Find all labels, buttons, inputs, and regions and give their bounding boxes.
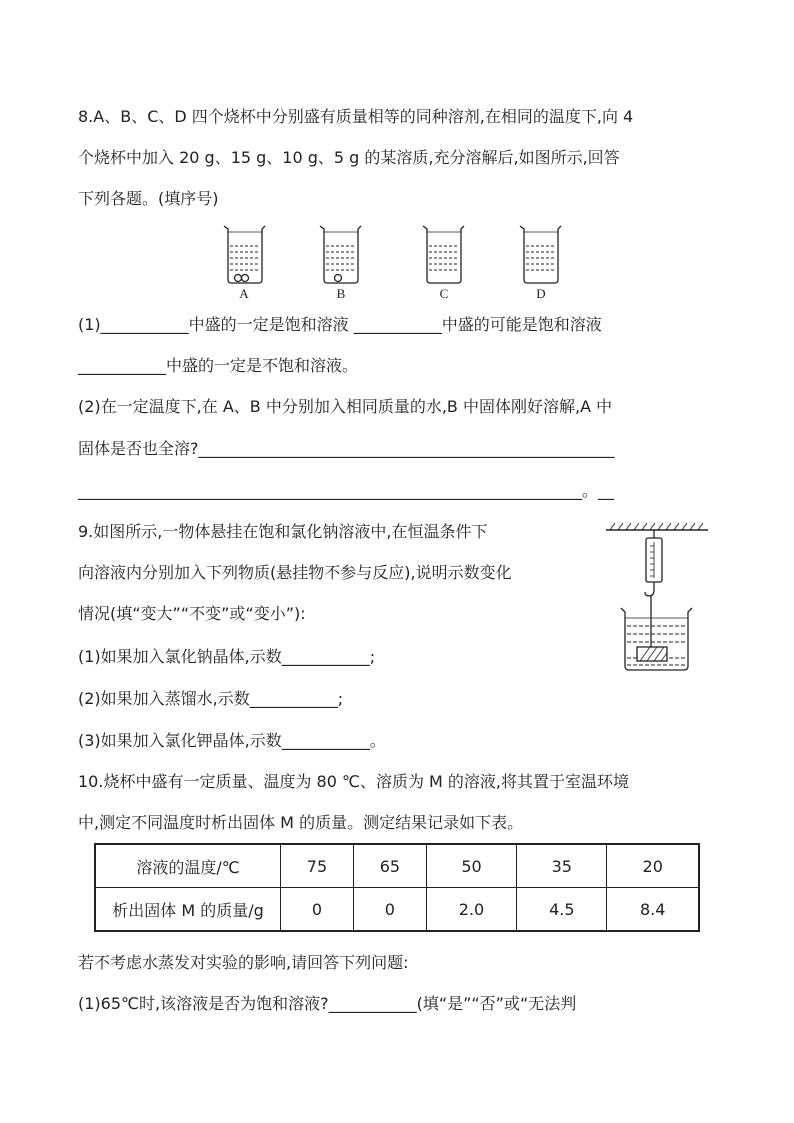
q10-part-1: (1)65℃时,该溶液是否为饱和溶液?___________(填“是”“否”或“无法判 xyxy=(78,994,577,1013)
q8-part2-line-3: _______________________________________________________________。__ xyxy=(78,481,614,500)
beaker-b xyxy=(320,226,361,283)
table-row-header: 析出固体 M 的质量/g xyxy=(95,888,281,932)
q8-part2-line-1: (2)在一定温度下,在 A、B 中分别加入相同质量的水,B 中固体刚好溶解,A 中 xyxy=(78,397,613,416)
q9-part-1: (1)如果加入氯化钠晶体,示数___________; xyxy=(78,647,376,666)
beaker-label-b: B xyxy=(336,286,346,301)
q9-line-1: 9.如图所示,一物体悬挂在饱和氯化钠溶液中,在恒温条件下 xyxy=(78,522,488,541)
q10-line-3: 若不考虑水蒸发对实验的影响,请回答下列问题: xyxy=(78,953,409,972)
table-cell: 2.0 xyxy=(426,888,516,932)
table-row xyxy=(95,844,699,888)
beaker-a xyxy=(224,226,265,283)
table-cell: 20 xyxy=(607,844,699,888)
table-cell: 0 xyxy=(353,888,426,932)
table-cell: 50 xyxy=(426,844,516,888)
q8-line-2: 个烧杯中加入 20 g、15 g、10 g、5 g 的某溶质,充分溶解后,如图所示,回答 xyxy=(78,148,620,167)
table-cell: 65 xyxy=(353,844,426,888)
table-cell: 0 xyxy=(281,888,354,932)
q8-part1-line-2: ___________中盛的一定是不饱和溶液。 xyxy=(78,356,359,375)
table-row xyxy=(95,888,699,932)
q9-line-3: 情况(填“变大”“不变”或“变小”): xyxy=(78,604,306,623)
solid-particle xyxy=(235,275,242,282)
ceiling-hatch xyxy=(610,523,703,530)
q8-line-1: 8.A、B、C、D 四个烧杯中分别盛有质量相等的同种溶剂,在相同的温度下,向 4 xyxy=(78,107,634,126)
beaker-label-c: C xyxy=(439,286,449,301)
table-cell: 75 xyxy=(281,844,354,888)
beaker-c xyxy=(423,226,464,283)
table-cell: 35 xyxy=(517,844,607,888)
hook xyxy=(645,582,654,596)
q8-part1-line-1: (1)___________中盛的一定是饱和溶液 ___________中盛的可能是饱和溶液 xyxy=(78,315,602,334)
table-cell: 8.4 xyxy=(607,888,699,932)
beaker-label-a: A xyxy=(239,286,249,301)
q8-line-3: 下列各题。(填序号) xyxy=(78,189,219,208)
spring-scale-figure xyxy=(604,520,716,676)
q9-part-3: (3)如果加入氯化钾晶体,示数___________。 xyxy=(78,731,386,750)
beaker-label-d: D xyxy=(536,286,546,301)
solid-particle xyxy=(335,275,342,282)
q9-line-2: 向溶液内分别加入下列物质(悬挂物不参与反应),说明示数变化 xyxy=(78,563,512,582)
solid-particle xyxy=(242,275,249,282)
q10-line-2: 中,测定不同温度时析出固体 M 的质量。测定结果记录如下表。 xyxy=(78,813,524,832)
results-table xyxy=(94,843,700,932)
q9-part-2: (2)如果加入蒸馏水,示数___________; xyxy=(78,689,344,708)
beaker-d xyxy=(520,226,561,283)
beakers-figure xyxy=(210,220,580,305)
q10-line-1: 10.烧杯中盛有一定质量、温度为 80 ℃、溶质为 M 的溶液,将其置于室温环境 xyxy=(78,772,630,791)
table-cell: 4.5 xyxy=(517,888,607,932)
q8-part2-line-2: 固体是否也全溶?____________________________________________________ xyxy=(78,439,615,458)
table-row-header: 溶液的温度/℃ xyxy=(95,844,281,888)
